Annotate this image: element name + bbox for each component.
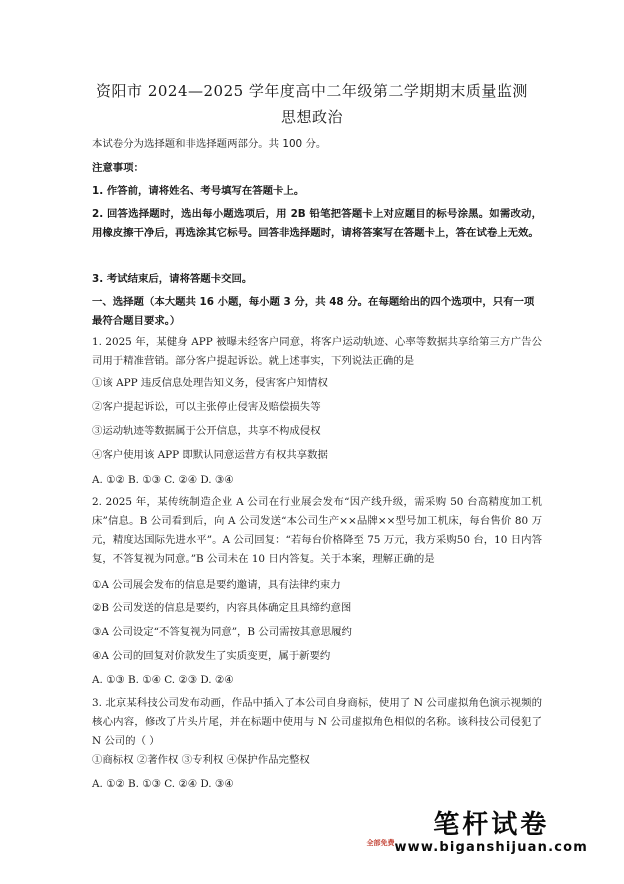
q2-option-2: ②B 公司发送的信息是要约，内容具体确定且具缔约意图 bbox=[92, 602, 352, 614]
watermark-brand: 笔杆试卷 bbox=[433, 810, 550, 840]
q1-option-4: ④客户使用该 APP 即默认同意运营方有权共享数据 bbox=[92, 449, 328, 461]
question-2 bbox=[92, 493, 542, 569]
q1-option-2: ②客户提起诉讼，可以主张停止侵害及赔偿损失等 bbox=[92, 401, 321, 413]
exam-title: 资阳市 2024—2025 学年度高中二年级第二学期期末质量监测 bbox=[96, 82, 528, 100]
question-stem: 1. 2025 年，某健身 APP 被曝未经客户同意，将客户运动轨迹、心率等数据共享给第三方广告公司用于精准营销。部分客户提起诉讼。就上述事实，下列说法正确的是 bbox=[92, 336, 542, 367]
q2-option-4: ④A 公司的回复对价款发生了实质变更，属于新要约 bbox=[92, 650, 331, 662]
watermark-url: www.biganshijuan.com bbox=[394, 840, 588, 855]
q3-answers: A. ①② B. ①③ C. ②④ D. ③④ bbox=[92, 778, 234, 790]
question-3 bbox=[92, 694, 542, 751]
q1-option-3: ③运动轨迹等数据属于公开信息，共享不构成侵权 bbox=[92, 425, 321, 437]
question-stem: 2. 2025 年，某传统制造企业 A 公司在行业展会发布“因产线升级，需采购 50 台高精度加工机床”信息。B 公司看到后，向 A 公司发送“本公司生产××品牌××型号加工机床，每台售价 80 万元，精度达国际先进水平”。A 公司回复：“若每台价格降至 75 万元，我方采购50 台，10 日内答复，不答复视为同意。”B 公司未在 10 日内答复。关于本案，理解正确的是 bbox=[92, 496, 542, 565]
watermark-logo bbox=[366, 810, 588, 856]
watermark-tag: 全部免费 bbox=[366, 839, 395, 847]
q1-option-1: ①该 APP 违反信息处理告知义务，侵害客户知情权 bbox=[92, 377, 328, 389]
q1-answers: A. ①② B. ①③ C. ②④ D. ③④ bbox=[92, 474, 234, 486]
exam-subject: 思想政治 bbox=[280, 108, 343, 126]
question-stem: 3. 北京某科技公司发布动画，作品中插入了本公司自身商标，使用了 N 公司虚拟角色演示视频的核心内容，修改了片头片尾，并在标题中使用与 N 公司虚拟角色相似的名称。该科技公司侵犯了 N 公司的（ ） bbox=[92, 697, 542, 747]
intro-text: 本试卷分为选择题和非选择题两部分。共 100 分。 bbox=[92, 138, 327, 150]
notice-heading: 注意事项： bbox=[92, 162, 144, 174]
notice-item-1: 1. 作答前，请将姓名、考号填写在答题卡上。 bbox=[92, 185, 305, 197]
q2-option-1: ①A 公司展会发布的信息是要约邀请，具有法律约束力 bbox=[92, 579, 341, 591]
q2-answers: A. ①③ B. ①④ C. ②③ D. ②④ bbox=[92, 674, 234, 686]
notice-item-2: 2. 回答选择题时，选出每小题选项后，用 2B 铅笔把答题卡上对应题目的标号涂黑。如需改动，用橡皮擦干净后，再选涂其它标号。回答非选择题时，请将答案写在答题卡上，答在试卷上无效。 bbox=[92, 208, 542, 239]
q2-option-3: ③A 公司设定“不答复视为同意”，B 公司需按其意思履约 bbox=[92, 626, 352, 638]
q3-options: ①商标权 ②著作权 ③专利权 ④保护作品完整权 bbox=[92, 754, 310, 766]
notice-item-3: 3. 考试结束后，请将答题卡交回。 bbox=[92, 273, 253, 285]
section-heading: 一、选择题（本大题共 16 小题，每小题 3 分，共 48 分。在每题给出的四个选项中，只有一项最符合题目要求。） bbox=[92, 296, 535, 327]
question-1 bbox=[92, 333, 542, 371]
